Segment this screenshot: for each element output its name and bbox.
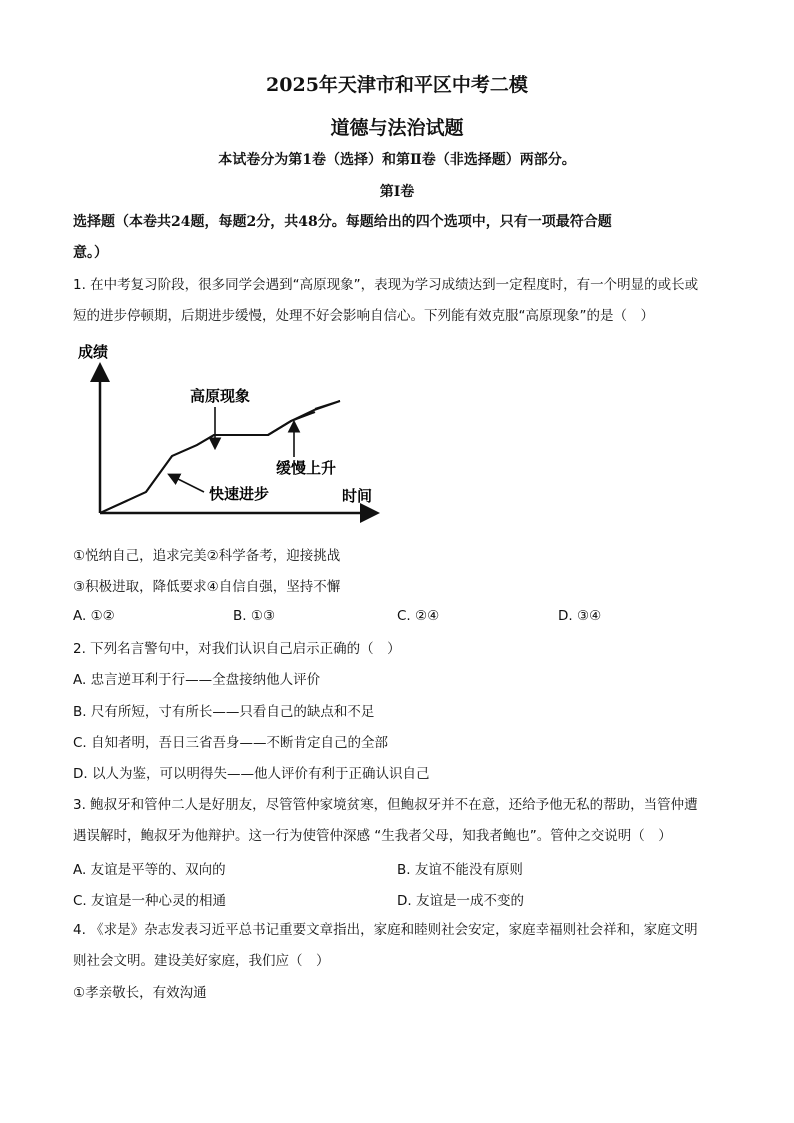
q3-option-b[interactable]: B. 友谊不能没有原则 [397, 862, 523, 878]
q3-stem-line-1: 3. 鲍叔牙和管仲二人是好朋友，尽管管仲家境贫寒，但鲍叔牙并不在意，还给予他无私的帮助，当管仲遭 [73, 797, 698, 813]
x-axis-label: 时间 [342, 487, 373, 505]
q1-stem-line-1: 1. 在中考复习阶段，很多同学会遇到“高原现象”，表现为学习成绩达到一定程度时，有一个明显的或长或 [73, 277, 699, 293]
q3-option-c[interactable]: C. 友谊是一种心灵的相通 [73, 893, 227, 909]
y-axis-label: 成绩 [78, 343, 109, 361]
q3-stem-line-2: 遇误解时，鲍叔牙为他辩护。这一行为使管仲深感 “生我者父母，知我者鲍也”。管仲之交说明（ ） [73, 828, 672, 844]
q4-stem-line-1: 4. 《求是》杂志发表习近平总书记重要文章指出，家庭和睦则社会安定，家庭幸福则社会祥和，家庭文明 [73, 922, 698, 938]
q2-stem: 2. 下列名言警句中，对我们认识自己启示正确的（ ） [73, 641, 401, 657]
q3-option-a[interactable]: A. 友谊是平等的、双向的 [73, 862, 226, 878]
q1-statements-line-2: ③积极进取，降低要求④自信自强，坚持不懈 [73, 579, 341, 595]
instructions-line-2: 意。） [73, 245, 108, 261]
subject-title: 道德与法治试题 [330, 117, 464, 139]
q2-option-d[interactable]: D. 以人为鉴，可以明得失——他人评价有利于正确认识自己 [73, 766, 430, 782]
volume-heading: 第Ⅰ卷 [379, 184, 415, 200]
paper-note: 本试卷分为第1卷（选择）和第Ⅱ卷（非选择题）两部分。 [218, 152, 576, 168]
q1-option-b[interactable]: B. ①③ [233, 608, 276, 624]
q1-option-a[interactable]: A. ①② [73, 608, 115, 624]
q1-option-d[interactable]: D. ③④ [558, 608, 602, 624]
plateau-figure [70, 335, 390, 525]
label-slow-rise: 缓慢上升 [276, 459, 337, 477]
q2-option-a[interactable]: A. 忠言逆耳利于行——全盘接纳他人评价 [73, 672, 321, 688]
q4-stem-line-2: 则社会文明。建设美好家庭，我们应（ ） [73, 953, 330, 969]
label-fast-progress: 快速进步 [209, 485, 270, 503]
instructions-line-1: 选择题（本卷共24题，每题2分，共48分。每题给出的四个选项中，只有一项最符合题 [73, 214, 612, 230]
q1-statements-line-1: ①悦纳自己，追求完美②科学备考，迎接挑战 [73, 548, 341, 564]
q4-statement-1: ①孝亲敬长，有效沟通 [73, 985, 207, 1001]
label-plateau: 高原现象 [190, 387, 251, 405]
q1-option-c[interactable]: C. ②④ [397, 608, 440, 624]
q1-stem-line-2: 短的进步停顿期，后期进步缓慢，处理不好会影响自信心。下列能有效克服“高原现象”的是（ ） [73, 308, 654, 324]
exam-title: 2025年天津市和平区中考二模 [266, 74, 528, 96]
q2-option-b[interactable]: B. 尺有所短，寸有所长——只看自己的缺点和不足 [73, 704, 375, 720]
fast-arrow [170, 475, 204, 492]
q3-option-d[interactable]: D. 友谊是一成不变的 [397, 893, 524, 909]
q2-option-c[interactable]: C. 自知者明，吾日三省吾身——不断肯定自己的全部 [73, 735, 389, 751]
